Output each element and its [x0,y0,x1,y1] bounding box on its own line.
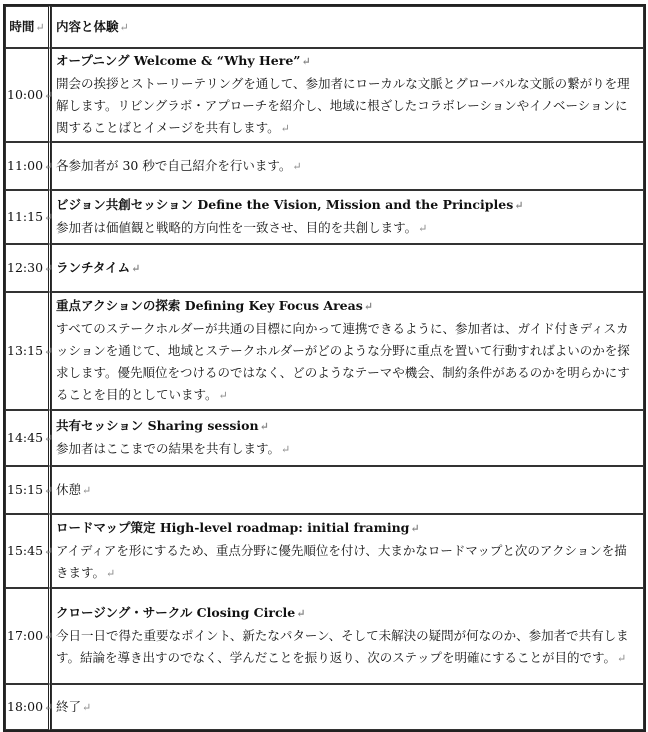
session-title-text: ロードマップ策定 High-level roadmap: initial framing [56,520,410,535]
paragraph-mark-icon: ↵ [82,700,92,714]
session-title-text: ビジョン共創セッション Define the Vision, Mission and the Principles [56,197,514,212]
schedule-row [5,514,644,588]
content-cell [51,190,644,244]
schedule-row [5,292,644,410]
content-cell [51,466,644,514]
schedule-row [5,410,644,466]
header-cell-content [51,6,644,48]
session-description [56,696,639,719]
header-content-label: 内容と体験 [56,18,119,34]
schedule-table [3,4,646,732]
time-cell [5,588,54,684]
paragraph-mark-icon: ↵ [292,159,302,173]
content-cell [51,142,644,190]
paragraph-mark-icon: ↵ [44,210,54,224]
session-title [56,295,639,318]
time-label: 18:00 [7,698,44,714]
content-cell [51,410,644,466]
paragraph-mark-icon: ↵ [44,261,54,275]
time-cell [5,142,54,190]
session-title [56,517,639,540]
paragraph-mark-icon: ↵ [280,122,290,135]
session-title-text: クロージング・サークル Closing Circle [56,605,296,620]
paragraph-mark-icon: ↵ [44,344,54,358]
paragraph-mark-icon: ↵ [131,261,141,275]
schedule-row [5,588,644,684]
time-label: 11:15 [7,208,44,224]
paragraph-mark-icon: ↵ [301,55,311,68]
content-cell [51,684,644,730]
session-description [56,318,639,407]
session-description [56,217,639,240]
paragraph-mark-icon: ↵ [44,431,54,445]
content-cell [51,292,644,410]
session-description-text: 開会の挨拶とストーリーテリングを通して、参加者にローカルな文脈とグローバルな文脈の繋がりを理解します。リビングラボ・アプローチを紹介し、地域に根ざしたコラボレーションやイノベーションに関することばとイメージを共有します。 [56,76,630,135]
time-label: 15:15 [7,481,44,497]
paragraph-mark-icon: ↵ [44,544,54,558]
session-description [56,479,639,502]
time-cell [5,514,54,588]
session-description-text: すべてのステークホルダーが共通の目標に向かって連携できるように、参加者は、ガイド付きディスカッションを通じて、地域とステークホルダーがどのような分野に重点を置いて行動すればよいのかを探求します。優先順位をつけるのではなく、どのようなテーマや機会、制約条件があるのかを明らかにすることを目的としています。 [56,321,630,402]
time-label: 15:45 [7,542,44,558]
schedule-row [5,48,644,142]
time-cell [5,190,54,244]
time-cell [5,684,54,730]
session-description-text: 今日一日で得た重要なポイント、新たなパターン、そして未解決の疑問が何なのか、参加者で共有します。結論を導き出すのでなく、学んだことを振り返り、次のステップを明確にすることが目的です。 [56,628,629,665]
session-title [56,50,639,73]
time-cell [5,48,54,142]
time-cell [5,466,54,514]
paragraph-mark-icon: ↵ [218,389,228,402]
paragraph-mark-icon: ↵ [35,20,45,34]
session-description-text: 終了 [56,698,82,714]
paragraph-mark-icon: ↵ [44,88,54,102]
paragraph-mark-icon: ↵ [296,607,306,620]
session-description-text: 休憩 [56,481,82,497]
paragraph-mark-icon: ↵ [363,300,373,313]
paragraph-mark-icon: ↵ [44,159,54,173]
session-title-text: オープニング Welcome & “Why Here” [56,53,301,68]
schedule-row [5,684,644,730]
session-description [56,625,639,670]
session-description-text: 参加者はここまでの結果を共有します。 [56,441,281,456]
paragraph-mark-icon: ↵ [281,443,291,456]
schedule-row [5,244,644,292]
session-description-text: 各参加者が 30 秒で自己紹介を行います。 [56,157,292,173]
schedule-row [5,142,644,190]
time-cell [5,410,54,466]
header-cell-time [5,6,51,48]
content-cell [51,588,644,684]
session-title [56,415,639,438]
time-cell [5,244,54,292]
content-cell [51,244,644,292]
time-cell [5,292,54,410]
time-label: 10:00 [7,86,44,102]
paragraph-mark-icon: ↵ [44,483,54,497]
schedule-row [5,190,644,244]
paragraph-mark-icon: ↵ [82,483,92,497]
session-title [56,194,639,217]
time-label: 14:45 [7,429,44,445]
content-cell [51,48,644,142]
time-label: 11:00 [7,157,44,173]
time-label: 13:15 [7,342,44,358]
session-description-text: 参加者は価値観と戦略的方向性を一致させ、目的を共創します。 [56,220,418,235]
paragraph-mark-icon: ↵ [259,420,269,433]
time-label: 17:00 [7,627,44,643]
paragraph-mark-icon: ↵ [119,20,129,34]
content-cell [51,514,644,588]
session-title [56,257,639,280]
session-title-text: 重点アクションの探索 Defining Key Focus Areas [56,298,363,313]
paragraph-mark-icon: ↵ [410,522,420,535]
paragraph-mark-icon: ↵ [106,567,116,580]
paragraph-mark-icon: ↵ [514,199,524,212]
schedule-row [5,466,644,514]
header-time-label: 時間 [9,18,35,34]
session-title [56,602,639,625]
session-description [56,540,639,585]
paragraph-mark-icon: ↵ [617,652,627,665]
session-description [56,438,639,461]
paragraph-mark-icon: ↵ [44,629,54,643]
session-description-text: アイディアを形にするため、重点分野に優先順位を付け、大まかなロードマップと次のアクションを描きます。 [56,543,627,580]
paragraph-mark-icon: ↵ [44,700,54,714]
session-description [56,73,639,140]
session-title-text: 共有セッション Sharing session [56,418,259,433]
paragraph-mark-icon: ↵ [418,222,428,235]
time-label: 12:30 [7,259,44,275]
header-row [5,6,644,48]
session-description [56,155,639,178]
session-title-text: ランチタイム [56,259,131,275]
